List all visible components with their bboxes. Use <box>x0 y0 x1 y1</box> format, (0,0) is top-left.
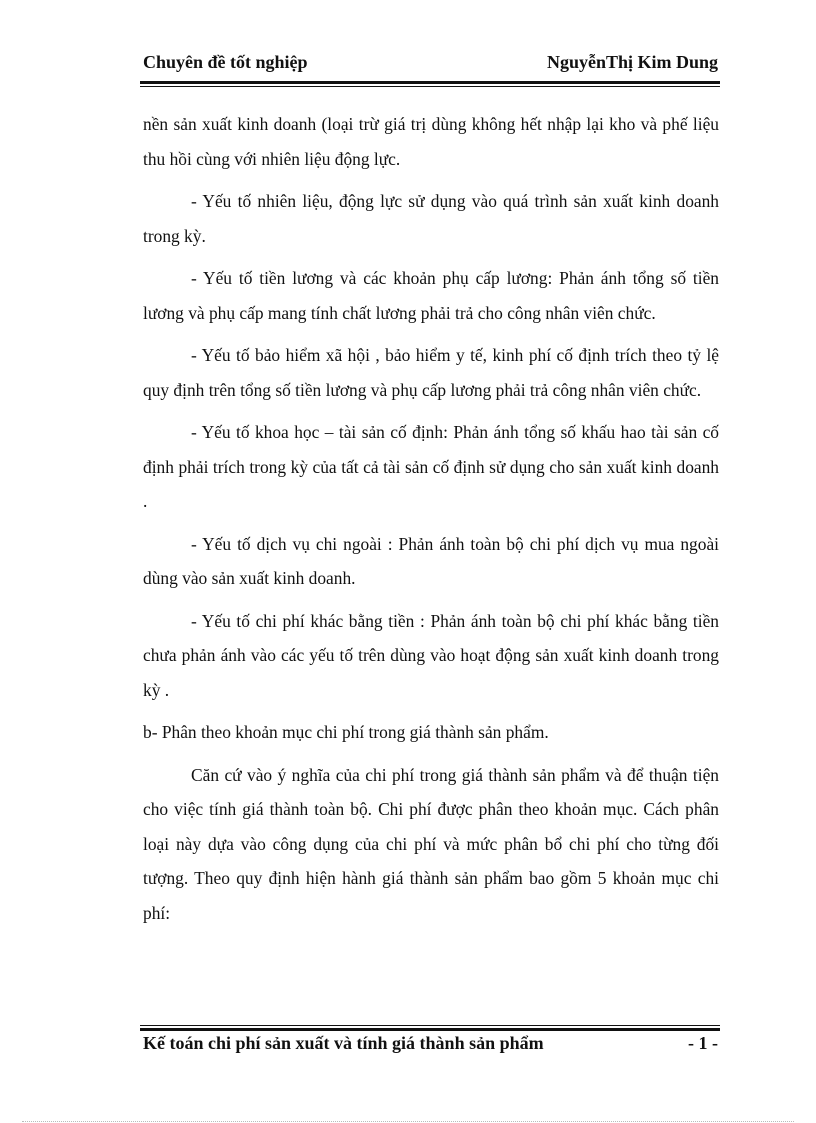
footer-rule <box>140 1028 720 1031</box>
page-header <box>143 52 718 73</box>
paragraph-other-cost-factor: - Yếu tố chi phí khác bằng tiền : Phản ánh toàn bộ chi phí khác bằng tiền chưa phản ánh vào các yếu tố trên dùng vào hoạt động sản xuất kinh doanh trong kỳ . <box>143 610 719 700</box>
paragraph-continuation: nền sản xuất kinh doanh (loại trừ giá trị dùng không hết nhập lại kho và phế liệu thu hồi cùng với nhiên liệu động lực. <box>143 114 719 169</box>
section-heading-b: b- Phân theo khoản mục chi phí trong giá thành sản phẩm. <box>143 722 549 742</box>
paragraph-salary-factor: - Yếu tố tiền lương và các khoản phụ cấp lương: Phản ánh tổng số tiền lương và phụ cấp mang tính chất lương phải trả cho công nhân viên chức. <box>143 268 719 323</box>
paragraph-fixed-asset-factor: - Yếu tố khoa học – tài sản cố định: Phản ánh tổng số khấu hao tài sản cố định phải trích trong kỳ của tất cả tài sản cố định sử dụng cho sản xuất kinh doanh . <box>143 422 719 511</box>
document-body <box>143 107 719 930</box>
paragraph-insurance-factor: - Yếu tố bảo hiểm xã hội , bảo hiểm y tế, kinh phí cố định trích theo tỷ lệ quy định trên tổng số tiền lương và phụ cấp lương phải trả công nhân viên chức. <box>143 345 719 400</box>
paragraph-fuel-factor: - Yếu tố nhiên liệu, động lực sử dụng vào quá trình sản xuất kinh doanh trong kỳ. <box>143 191 719 246</box>
header-title: Chuyên đề tốt nghiệp <box>143 52 308 72</box>
page-footer <box>143 1033 718 1054</box>
footer-title: Kế toán chi phí sản xuất và tính giá thành sản phẩm <box>143 1033 544 1053</box>
paragraph-service-factor: - Yếu tố dịch vụ chi ngoài : Phản ánh toàn bộ chi phí dịch vụ mua ngoài dùng vào sản xuất kinh doanh. <box>143 533 719 588</box>
header-author: NguyễnThị Kim Dung <box>546 52 718 72</box>
paragraph-cost-items: Căn cứ vào ý nghĩa của chi phí trong giá thành sản phẩm và để thuận tiện cho việc tính giá thành toàn bộ. Chi phí được phân theo khoản mục. Cách phân loại này dựa vào công dụng của chi phí và mức phân bổ chi phí cho từng đối tượng. Theo quy định hiện hành giá thành sản phẩm bao gồm 5 khoản mục chi phí: <box>143 764 719 923</box>
header-rule <box>140 81 720 84</box>
page-edge <box>22 1121 794 1122</box>
header-rule-thin <box>140 86 720 87</box>
page-number: - 1 - <box>688 1033 718 1053</box>
footer-rule-thin <box>140 1025 720 1026</box>
